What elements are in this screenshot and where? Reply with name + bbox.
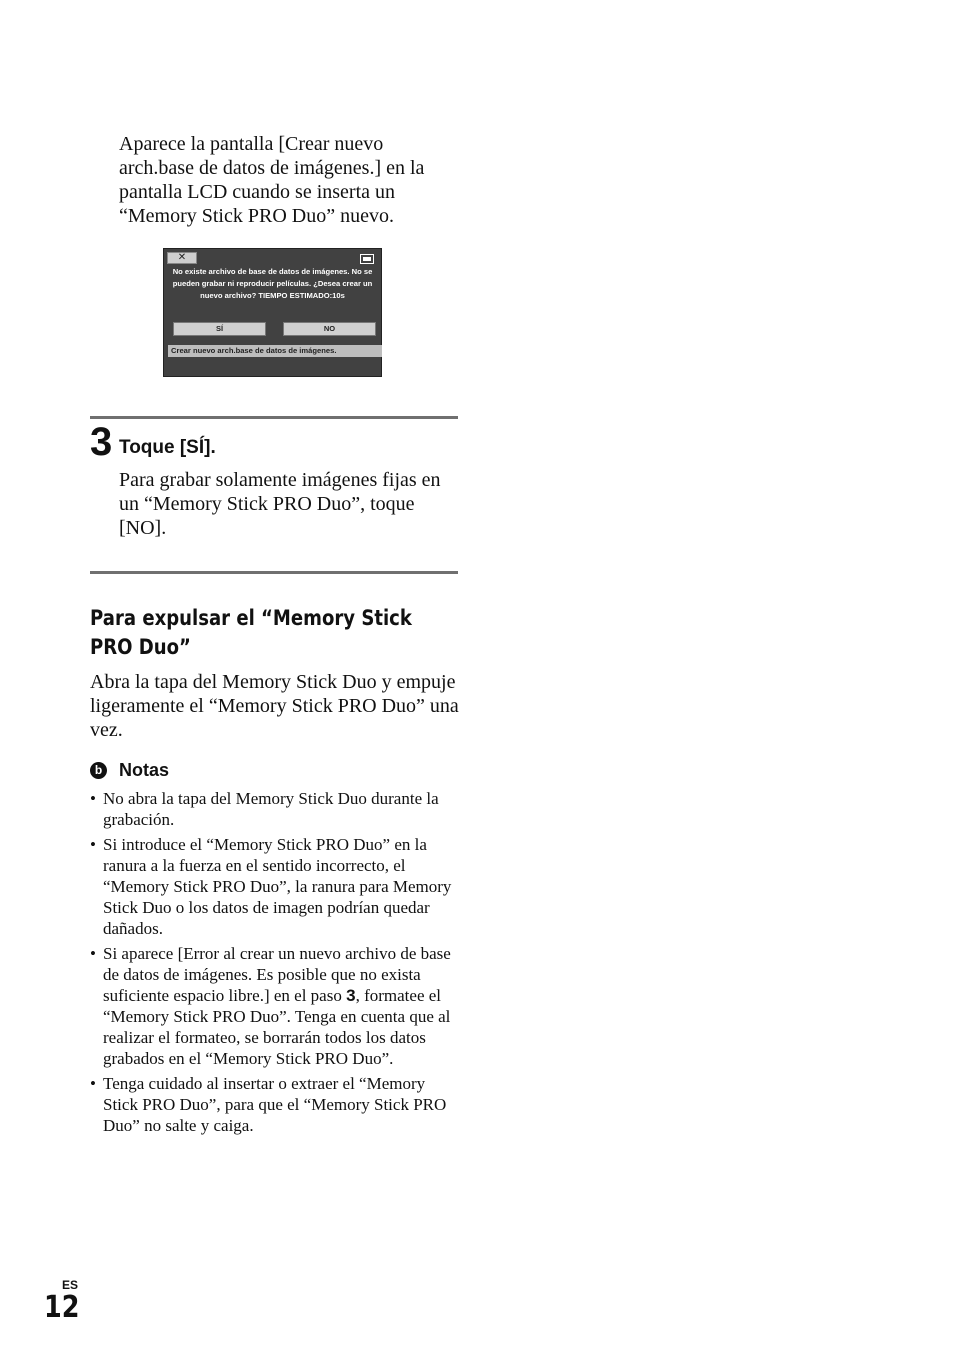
- step-divider: [90, 416, 458, 419]
- step-number: 3: [90, 420, 113, 464]
- lcd-no-button: NO: [283, 322, 376, 336]
- step-text: Para grabar solamente imágenes fijas en un “Memory Stick PRO Duo”, toque [NO].: [119, 469, 441, 539]
- page-language-code: ES: [62, 1278, 79, 1292]
- notes-heading-label: Notas: [119, 760, 170, 780]
- note-text-after: , formatee el “Memory Stick PRO Duo”. Tenga en cuenta que al realizar el formateo, se borrarán todos los datos grabados en el “Memory Stick PRO Duo”.: [103, 986, 451, 1068]
- lcd-yes-button: SÍ: [173, 322, 266, 336]
- lcd-status-bar: Crear nuevo arch.base de datos de imágenes.: [168, 345, 382, 357]
- lcd-message: No existe archivo de base de datos de imágenes. No se pueden grabar ni reproducir películas. ¿Desea crear un nuevo archivo? TIEMPO ESTIMADO:10s: [172, 267, 373, 300]
- note-text: Si introduce el “Memory Stick PRO Duo” en la ranura a la fuerza en el sentido incorrecto, el “Memory Stick PRO Duo”, la ranura para Memory Stick Duo o los datos de imagen podrían quedar dañados.: [103, 835, 452, 938]
- lcd-screen-illustration: [163, 248, 382, 377]
- note-item: • Si introduce el “Memory Stick PRO Duo” en la ranura a la fuerza en el sentido incorrecto, el “Memory Stick PRO Duo”, la ranura para Memory Stick Duo o los datos de imagen podrían quedar dañados.: [90, 835, 452, 938]
- note-item: • Si aparece [Error al crear un nuevo archivo de base de datos de imágenes. Es posible que no exista suficiente espacio libre.] en el paso 3, formatee el “Memory Stick PRO Duo”. Tenga en cuenta que al realizar el formateo, se borrarán todos los datos grabados en el “Memory Stick PRO Duo”.: [90, 944, 451, 1068]
- close-icon: ✕: [167, 252, 197, 264]
- note-text-before: Si aparece [Error al crear un nuevo archivo de base de datos de imágenes. Es posible que no exista suficiente espacio libre.] en el paso: [103, 944, 451, 1005]
- notes-warning-icon: b: [90, 762, 107, 779]
- notes-heading: [90, 757, 169, 783]
- note-step-reference: 3: [346, 986, 356, 1005]
- section-divider: [90, 571, 458, 574]
- step-title: Toque [SÍ].: [119, 437, 216, 458]
- page-number: 12: [44, 1290, 80, 1325]
- intro-paragraph: Aparece la pantalla [Crear nuevo arch.base de datos de imágenes.] en la pantalla LCD cuando se inserta un “Memory Stick PRO Duo” nuevo.: [119, 133, 425, 227]
- note-item: • Tenga cuidado al insertar o extraer el “Memory Stick PRO Duo”, para que el “Memory Stick PRO Duo” no salte y caiga.: [90, 1074, 447, 1135]
- note-item: • No abra la tapa del Memory Stick Duo durante la grabación.: [90, 789, 439, 829]
- section-heading: Para expulsar el “Memory Stick PRO Duo”: [90, 606, 412, 659]
- note-text: Tenga cuidado al insertar o extraer el “Memory Stick PRO Duo”, para que el “Memory Stick PRO Duo” no salte y caiga.: [103, 1074, 447, 1135]
- section-text: Abra la tapa del Memory Stick Duo y empuje ligeramente el “Memory Stick PRO Duo” una vez.: [90, 671, 459, 741]
- notes-list: [90, 788, 460, 1140]
- note-text: No abra la tapa del Memory Stick Duo durante la grabación.: [103, 789, 439, 829]
- memory-card-icon: [360, 254, 374, 264]
